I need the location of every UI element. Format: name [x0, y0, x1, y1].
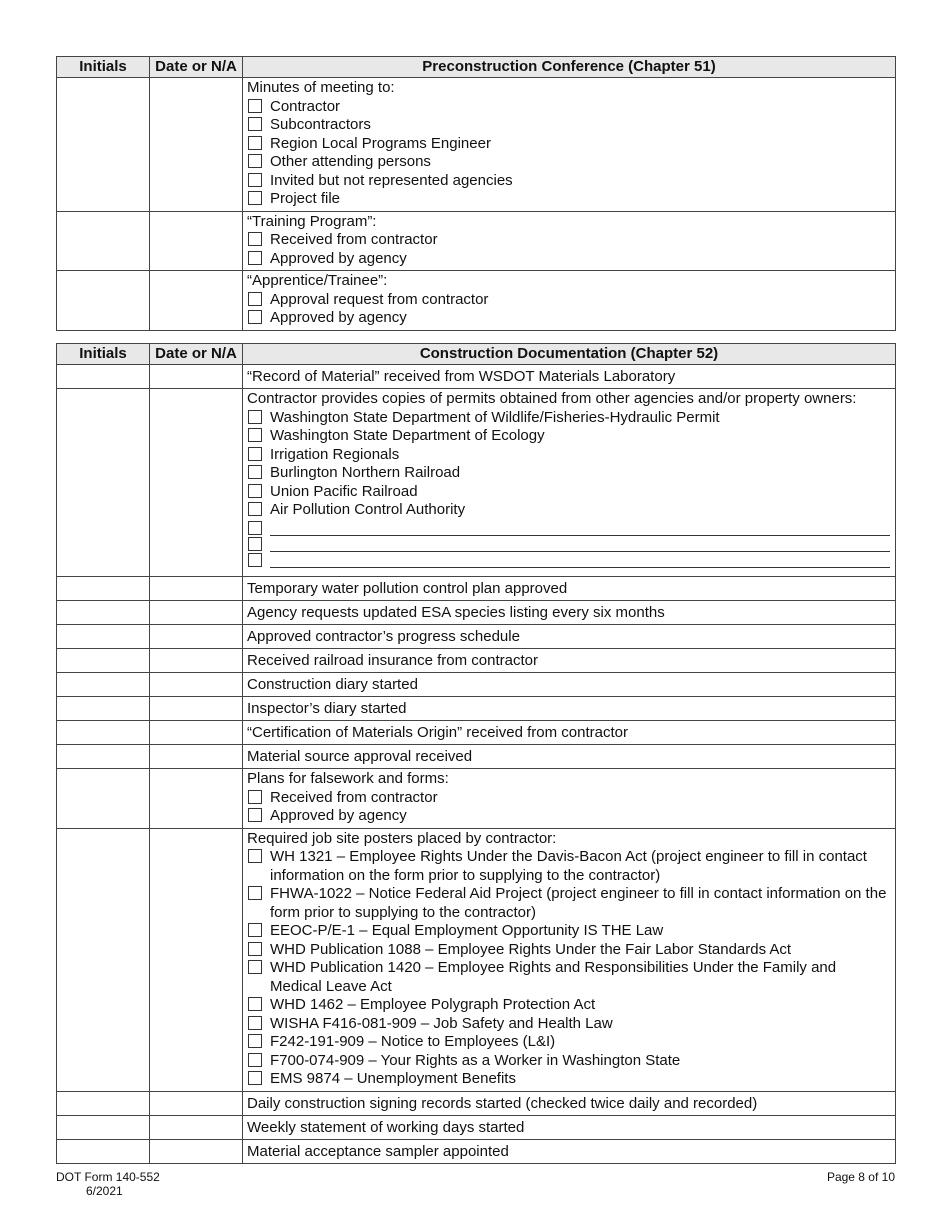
checkbox-label: Approved by agency [270, 309, 407, 326]
table-row [57, 78, 896, 212]
table-row [57, 673, 896, 697]
page-number: Page 8 of 10 [826, 1170, 895, 1184]
permits-cell [243, 389, 896, 577]
date-cell[interactable] [150, 78, 243, 212]
blank-line-input[interactable] [270, 552, 890, 568]
date-cell[interactable] [150, 271, 243, 331]
date-cell[interactable] [150, 389, 243, 577]
row-text: Material source approval received [243, 745, 896, 769]
table-row [57, 271, 896, 331]
checkbox-label: WISHA F416-081-909 – Job Safety and Health Law [270, 1014, 613, 1032]
date-cell[interactable] [150, 211, 243, 271]
checkbox-item [247, 1052, 891, 1071]
blank-checkbox-item [247, 520, 891, 536]
checkbox[interactable] [248, 808, 262, 822]
checkbox-label: Region Local Programs Engineer [270, 134, 491, 152]
checkbox-label: Invited but not represented agencies [270, 171, 513, 189]
posters-label: Required job site posters placed by contractor: [247, 829, 557, 847]
date-cell[interactable] [150, 673, 243, 697]
checkbox-item [247, 153, 891, 172]
checkbox[interactable] [248, 428, 262, 442]
date-cell[interactable] [150, 1139, 243, 1163]
checkbox[interactable] [248, 923, 262, 937]
checkbox-label: Subcontractors [270, 116, 371, 133]
date-cell[interactable] [150, 1091, 243, 1115]
checkbox-item [247, 996, 891, 1015]
checkbox-label: Approved by agency [270, 249, 407, 267]
initials-cell[interactable] [57, 1139, 150, 1163]
checkbox-item [247, 1070, 891, 1089]
checkbox[interactable] [248, 136, 262, 150]
initials-cell[interactable] [57, 1115, 150, 1139]
checkbox-label: Contractor [270, 97, 341, 115]
checkbox[interactable] [248, 465, 262, 479]
checkbox-item [247, 409, 891, 428]
checkbox-label: FHWA-1022 – Notice Federal Aid Project (project engineer to fill in contact information on the form prior to supplying to the contractor) [270, 885, 887, 921]
row-text: Material acceptance sampler appointed [243, 1139, 896, 1163]
row-text: Approved contractor’s progress schedule [243, 625, 896, 649]
checkbox[interactable] [248, 232, 262, 246]
checkbox[interactable] [248, 117, 262, 131]
checkbox-item [247, 959, 891, 996]
checkbox[interactable] [248, 960, 262, 974]
checkbox-item [247, 483, 891, 502]
date-header: Date or N/A [150, 57, 243, 78]
form-date: 6/2021 [86, 1184, 123, 1198]
date-cell[interactable] [150, 577, 243, 601]
table-row [57, 649, 896, 673]
checkbox-item [247, 941, 891, 960]
checkbox-label: F242-191-909 – Notice to Employees (L&I) [270, 1033, 556, 1050]
checkbox-label: Union Pacific Railroad [270, 482, 418, 500]
checkbox[interactable] [248, 447, 262, 461]
preconstruction-table [56, 56, 896, 331]
date-cell[interactable] [150, 697, 243, 721]
checkbox-label: F700-074-909 – Your Rights as a Worker in Washington State [270, 1051, 681, 1069]
table-row [57, 1115, 896, 1139]
checkbox[interactable] [248, 1016, 262, 1030]
checkbox-item [247, 885, 891, 922]
date-cell[interactable] [150, 625, 243, 649]
checkbox-label: Approval request from contractor [270, 290, 489, 308]
checkbox-item [247, 190, 891, 209]
checkbox-label: Other attending persons [270, 153, 431, 170]
footer-form-info [56, 1170, 160, 1198]
checkbox-item [247, 789, 891, 808]
table-row [57, 745, 896, 769]
row-text: Construction diary started [243, 673, 896, 697]
row-text: Inspector’s diary started [243, 697, 896, 721]
checkbox-item [247, 172, 891, 191]
initials-header: Initials [57, 344, 150, 365]
checkbox-label: WHD Publication 1088 – Employee Rights Under the Fair Labor Standards Act [270, 940, 792, 958]
blank-checkbox-item [247, 552, 891, 568]
falsework-label: Plans for falsework and forms: [247, 770, 449, 787]
checkbox-item [247, 116, 891, 135]
checkbox-label: Washington State Department of Wildlife/Fisheries-Hydraulic Permit [270, 408, 720, 426]
checkbox[interactable] [248, 1071, 262, 1085]
posters-cell [243, 828, 896, 1091]
apprentice-label: “Apprentice/Trainee”: [247, 272, 388, 289]
checkbox[interactable] [248, 310, 262, 324]
initials-cell[interactable] [57, 697, 150, 721]
checkbox[interactable] [248, 790, 262, 804]
initials-cell[interactable] [57, 673, 150, 697]
checkbox[interactable] [248, 251, 262, 265]
checkbox-item [247, 250, 891, 269]
checkbox-item [247, 1015, 891, 1034]
permits-label: Contractor provides copies of permits obtained from other agencies and/or property owners: [247, 390, 857, 407]
section-title: Preconstruction Conference (Chapter 51) [243, 57, 896, 78]
checkbox[interactable] [248, 502, 262, 516]
initials-cell[interactable] [57, 271, 150, 331]
checkbox[interactable] [248, 849, 262, 863]
initials-cell[interactable] [57, 365, 150, 389]
date-cell[interactable] [150, 828, 243, 1091]
initials-cell[interactable] [57, 828, 150, 1091]
checkbox-item [247, 427, 891, 446]
table-row [57, 365, 896, 389]
checkbox-item [247, 98, 891, 117]
section-title: Construction Documentation (Chapter 52) [243, 344, 896, 365]
checkbox[interactable] [248, 173, 262, 187]
minutes-label: Minutes of meeting to: [247, 79, 395, 96]
checkbox[interactable] [248, 410, 262, 424]
row-text: Agency requests updated ESA species listing every six months [243, 601, 896, 625]
checkbox[interactable] [248, 942, 262, 956]
date-cell[interactable] [150, 1115, 243, 1139]
date-cell[interactable] [150, 601, 243, 625]
checkbox-item [247, 291, 891, 310]
checkbox-label: Received from contractor [270, 231, 438, 248]
table-row [57, 577, 896, 601]
table-row [57, 769, 896, 829]
checkbox[interactable] [248, 1034, 262, 1048]
date-cell[interactable] [150, 721, 243, 745]
table-row [57, 721, 896, 745]
checkbox[interactable] [248, 521, 262, 535]
training-label: “Training Program”: [247, 212, 377, 230]
table-row [57, 389, 896, 577]
construction-documentation-table [56, 343, 896, 1164]
initials-cell[interactable] [57, 745, 150, 769]
initials-cell[interactable] [57, 721, 150, 745]
checkbox-label: Burlington Northern Railroad [270, 464, 461, 481]
date-cell[interactable] [150, 365, 243, 389]
training-cell [243, 211, 896, 271]
checkbox-item [247, 231, 891, 250]
checkbox-item [247, 464, 891, 483]
blank-line-input[interactable] [270, 520, 890, 536]
checkbox-label: EEOC-P/E-1 – Equal Employment Opportunity IS THE Law [270, 922, 664, 939]
checkbox[interactable] [248, 553, 262, 567]
row-text: Received railroad insurance from contractor [243, 649, 896, 673]
checkbox-label: WH 1321 – Employee Rights Under the Davis-Bacon Act (project engineer to fill in contact information on the form prior to supplying to the contractor) [270, 848, 867, 884]
initials-cell[interactable] [57, 1091, 150, 1115]
row-text: “Record of Material” received from WSDOT Materials Laboratory [243, 365, 896, 389]
initials-cell[interactable] [57, 211, 150, 271]
checkbox-item [247, 501, 891, 520]
checkbox[interactable] [248, 484, 262, 498]
table-header-row [57, 344, 896, 365]
checkbox-label: Irrigation Regionals [270, 445, 400, 463]
checkbox-label: Approved by agency [270, 807, 407, 824]
initials-cell[interactable] [57, 577, 150, 601]
apprentice-cell [243, 271, 896, 331]
checkbox-item [247, 807, 891, 826]
table-row [57, 1139, 896, 1163]
checkbox[interactable] [248, 191, 262, 205]
row-text: Weekly statement of working days started [243, 1115, 896, 1139]
row-text: Temporary water pollution control plan approved [243, 577, 896, 601]
checkbox-item [247, 1033, 891, 1052]
checkbox[interactable] [248, 154, 262, 168]
checkbox[interactable] [248, 886, 262, 900]
initials-cell[interactable] [57, 78, 150, 212]
date-header: Date or N/A [150, 344, 243, 365]
date-cell[interactable] [150, 649, 243, 673]
date-cell[interactable] [150, 769, 243, 829]
initials-header: Initials [57, 57, 150, 78]
table-row [57, 601, 896, 625]
row-text: “Certification of Materials Origin” received from contractor [243, 721, 896, 745]
checkbox-label: WHD Publication 1420 – Employee Rights and Responsibilities Under the Family and Medical Leave Act [270, 959, 837, 995]
initials-cell[interactable] [57, 601, 150, 625]
table-row [57, 697, 896, 721]
initials-cell[interactable] [57, 625, 150, 649]
checkbox-item [247, 135, 891, 154]
form-number: DOT Form 140-552 [56, 1170, 160, 1184]
checkbox[interactable] [248, 537, 262, 551]
falsework-cell [243, 769, 896, 829]
checkbox[interactable] [248, 292, 262, 306]
checkbox-item [247, 848, 891, 885]
checkbox-label: EMS 9874 – Unemployment Benefits [270, 1070, 516, 1087]
checkbox-label: Air Pollution Control Authority [270, 501, 466, 518]
initials-cell[interactable] [57, 769, 150, 829]
initials-cell[interactable] [57, 389, 150, 577]
table-header-row [57, 57, 896, 78]
checkbox-item [247, 922, 891, 941]
checkbox-label: WHD 1462 – Employee Polygraph Protection Act [270, 996, 596, 1013]
checkbox[interactable] [248, 997, 262, 1011]
minutes-cell [243, 78, 896, 212]
table-row [57, 828, 896, 1091]
blank-checkbox-item [247, 536, 891, 552]
checkbox[interactable] [248, 1053, 262, 1067]
checkbox-label: Project file [270, 190, 341, 207]
checkbox-label: Received from contractor [270, 788, 438, 806]
table-row [57, 211, 896, 271]
blank-line-input[interactable] [270, 536, 890, 552]
checkbox-label: Washington State Department of Ecology [270, 427, 545, 444]
row-text: Daily construction signing records started (checked twice daily and recorded) [243, 1091, 896, 1115]
table-row [57, 625, 896, 649]
initials-cell[interactable] [57, 649, 150, 673]
checkbox[interactable] [248, 99, 262, 113]
table-row [57, 1091, 896, 1115]
checkbox-item [247, 309, 891, 328]
date-cell[interactable] [150, 745, 243, 769]
checkbox-item [247, 446, 891, 465]
